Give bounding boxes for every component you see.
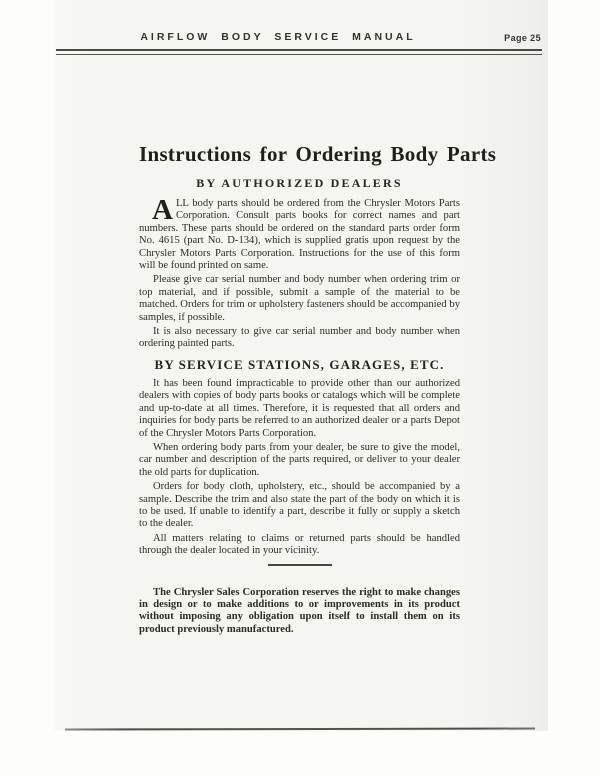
paragraph-painted-parts: It is also necessary to give car serial number and body number when ordering painted parts. <box>139 326 460 350</box>
paragraph-text: LL body parts should be ordered from the Chrysler Motors Parts Corporation. Consult parts books for correct names and part numbers. These parts should be ordered on the standard parts order form No. 4615 (part No. D-134), which is supplied gratis upon request by the Chrysler Motors Parts Corporation. Instructions for the use of this form will be found printed on same. <box>139 198 460 272</box>
page-content <box>139 0 497 638</box>
dropcap-letter: A <box>152 194 173 226</box>
paragraph-ordering-dropcap <box>139 194 460 272</box>
section-heading-service-stations: BY SERVICE STATIONS, GARAGES, ETC. <box>154 356 445 372</box>
manual-title: AIRFLOW BODY SERVICE MANUAL <box>140 31 416 43</box>
page-number: Page 25 <box>504 33 541 43</box>
paragraph-body-cloth: Orders for body cloth, upholstery, etc., should be accompanied by a sample. Describe the trim and also state the part of the body on which it is to be used. If unable to identify a part, describe it fully or supply a sketch to the dealer. <box>139 481 460 530</box>
paragraph-claims: All matters relating to claims or returned parts should be handled through the dealer located in your vicinity. <box>139 532 460 557</box>
notice-paragraph: The Chrysler Sales Corporation reserves the right to make changes in design or to make additions to or improvements in its product without imposing any obligation upon itself to install them on its product previously manufactured. <box>139 586 460 635</box>
paragraph-impracticable: It has been found impracticable to provide other than our authorized dealers with copies of body parts books or catalogs which will be complete and up-to-date at all times. Therefore, it is requested that all orders and inquiries for body parts be referred to an authorized dealer or a parts Depot of the Chrysler Motors Parts Corporation. <box>139 377 460 439</box>
divider-rule <box>268 564 332 566</box>
section-heading-authorized-dealers: BY AUTHORIZED DEALERS <box>196 176 403 190</box>
paragraph-when-ordering: When ordering body parts from your dealer, be sure to give the model, car number and description of the parts required, or deliver to your dealer the old parts for duplication. <box>139 441 460 478</box>
paragraph-serial-number: Please give car serial number and body number when ordering trim or top material, and if possible, submit a sample of the material to be matched. Orders for trim or upholstery fasteners should be accompanied by samples, if possible. <box>139 274 460 323</box>
document-title: Instructions for Ordering Body Parts <box>139 142 497 166</box>
